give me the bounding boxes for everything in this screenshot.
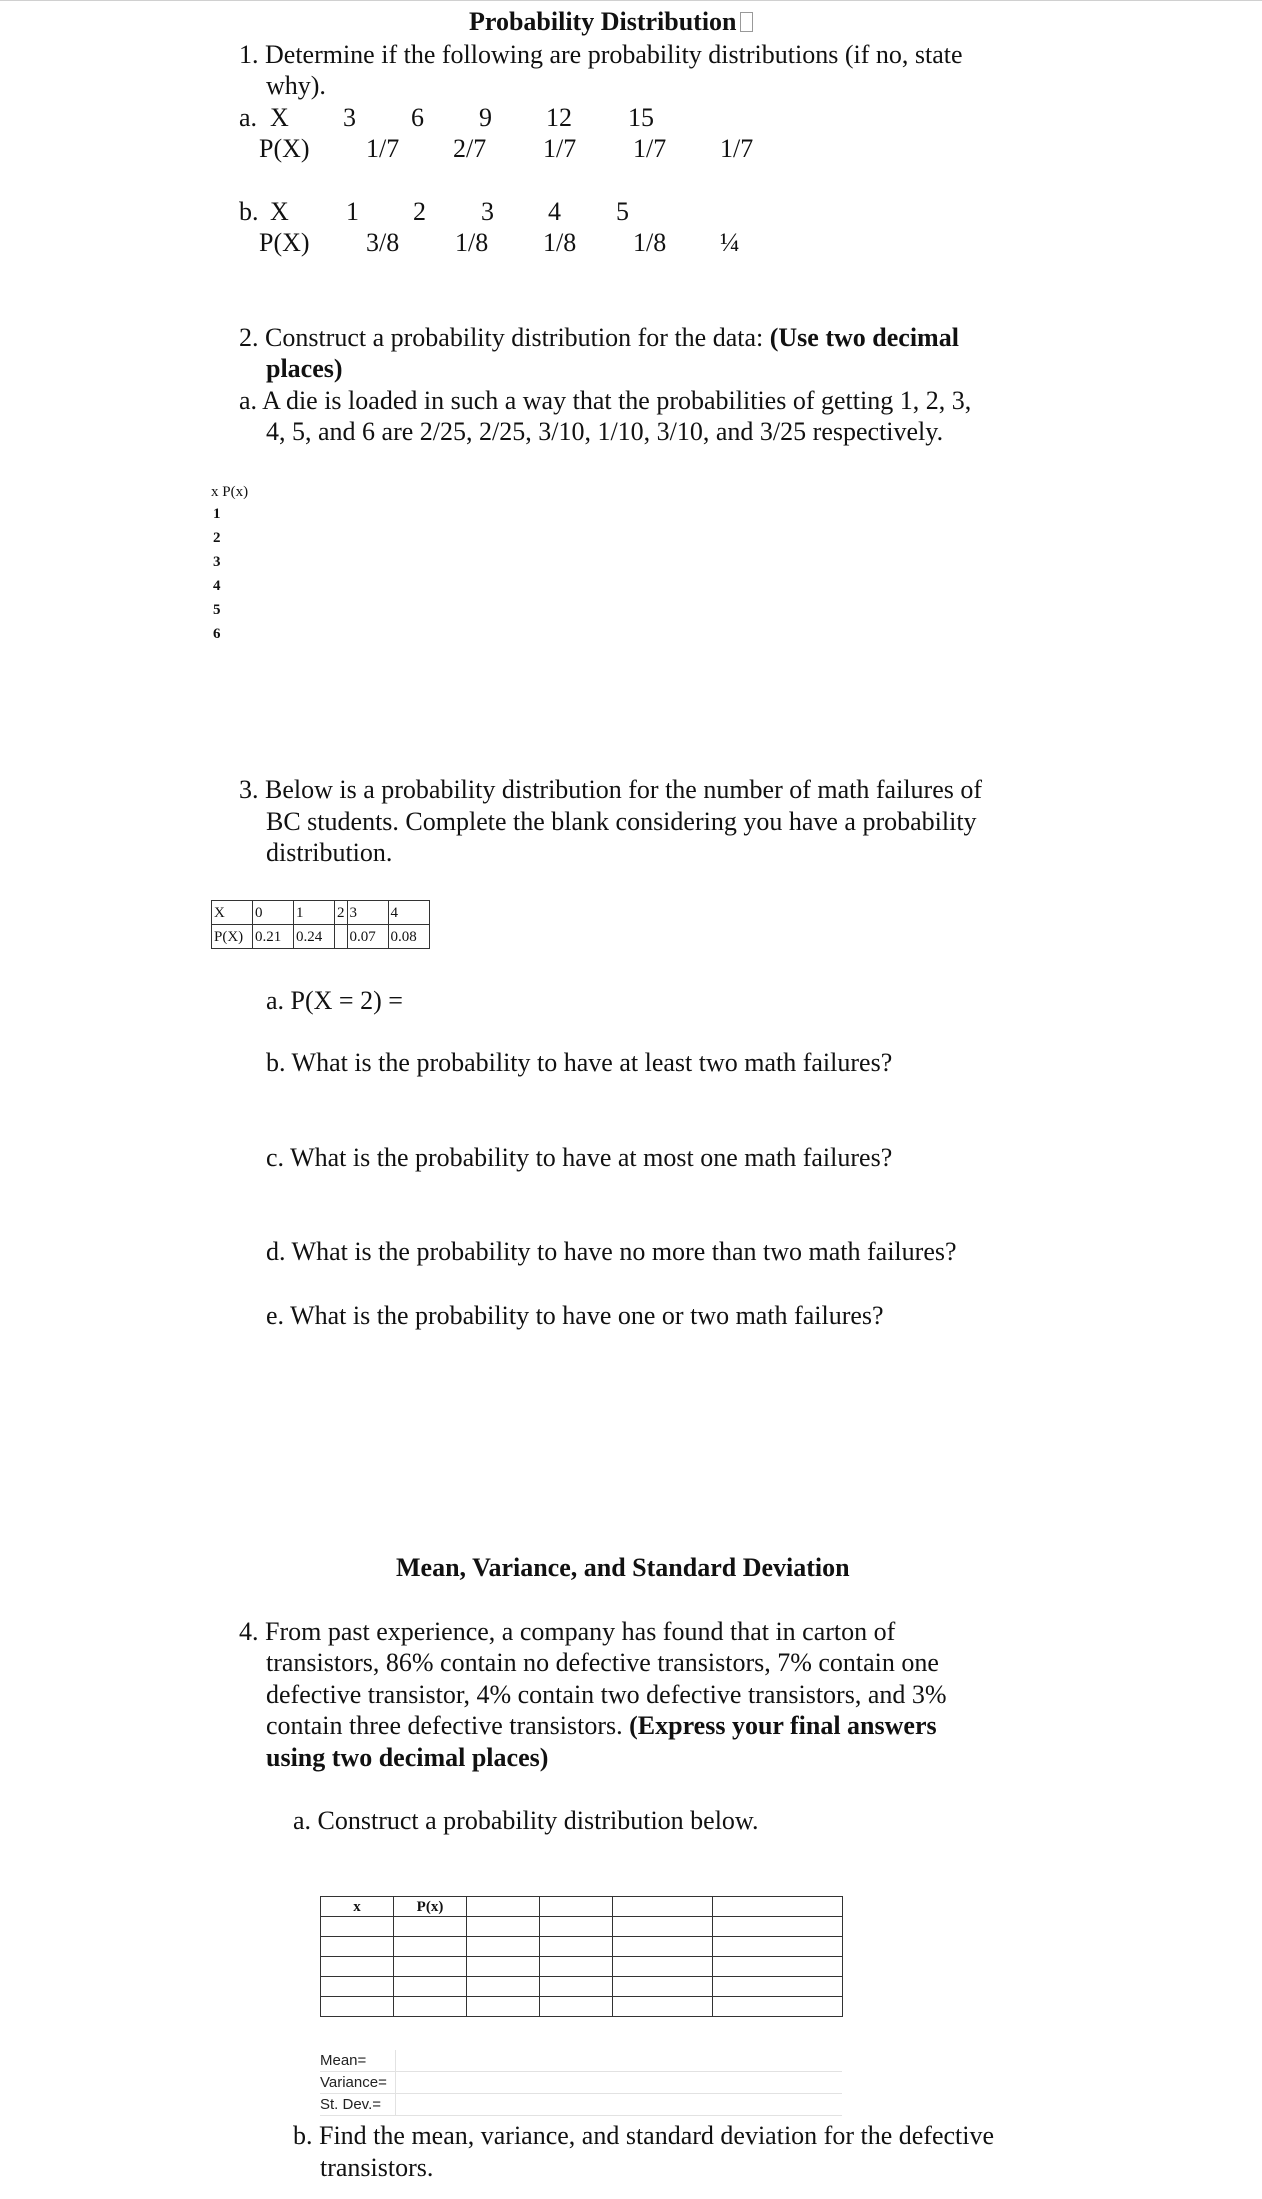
q3a-text: a. P(X = 2) = xyxy=(266,986,403,1015)
grid-cell[interactable] xyxy=(540,1917,613,1937)
q1b-x-value: 5 xyxy=(616,197,629,226)
q1a-x-value: 3 xyxy=(343,103,356,132)
q1a-px-label: P(X) xyxy=(259,134,310,163)
q1b-p-value: 1/8 xyxy=(543,228,577,257)
table-cell: 0 xyxy=(253,901,294,925)
q2-prompt-line1 xyxy=(239,322,959,354)
grid-cell[interactable] xyxy=(394,1917,467,1937)
q1b-p-value: 1/8 xyxy=(455,228,489,257)
q4-prompt-line3: defective transistor, 4% contain two defective transistors, and 3% xyxy=(266,1680,947,1709)
q1a-p-value: 1/7 xyxy=(720,134,754,163)
q2-x-value: 3 xyxy=(213,554,221,570)
grid-cell[interactable] xyxy=(321,1937,394,1957)
q1a-x-value: 9 xyxy=(479,103,492,132)
q4b-line1: b. Find the mean, variance, and standard deviation for the defective xyxy=(293,2121,995,2150)
q1a-label: a. xyxy=(239,103,258,132)
q4-prompt-line2: transistors, 86% contain no defective transistors, 7% contain one xyxy=(266,1648,939,1677)
q2-x-value: 4 xyxy=(213,578,221,594)
table-cell: 0.24 xyxy=(294,925,335,949)
q3-prompt-line3: distribution. xyxy=(266,838,393,867)
stats-block xyxy=(320,2050,842,2116)
grid-row xyxy=(321,1957,843,1977)
table-cell: 4 xyxy=(388,901,429,925)
stdev-answer-cell[interactable] xyxy=(395,2094,842,2115)
grid-cell[interactable] xyxy=(321,1917,394,1937)
q4-prompt-line1: 4. From past experience, a company has found that in carton of xyxy=(239,1617,896,1646)
grid-cell[interactable] xyxy=(713,1957,843,1977)
q4-prompt-line4 xyxy=(266,1710,937,1742)
q1b-p-value: 3/8 xyxy=(366,228,400,257)
grid-cell[interactable] xyxy=(394,1957,467,1977)
q3-prompt-line2: BC students. Complete the blank considering you have a probability xyxy=(266,807,977,836)
grid-cell[interactable] xyxy=(467,1917,540,1937)
grid-cell[interactable] xyxy=(394,1977,467,1997)
grid-cell[interactable] xyxy=(713,1937,843,1957)
grid-header-px: P(x) xyxy=(394,1897,467,1917)
q1a-x-label: X xyxy=(270,103,289,132)
q1a-x-value: 6 xyxy=(411,103,424,132)
section-title: Mean, Variance, and Standard Deviation xyxy=(396,1553,850,1582)
q3e-text: e. What is the probability to have one or two math failures? xyxy=(266,1301,884,1330)
grid-cell[interactable] xyxy=(613,1997,713,2017)
stats-row-mean xyxy=(320,2050,842,2072)
q3c-text: c. What is the probability to have at most one math failures? xyxy=(266,1143,893,1172)
q4-prompt-line5: using two decimal places) xyxy=(266,1743,549,1772)
table-cell: 3 xyxy=(347,901,388,925)
q3-p-row xyxy=(212,925,430,949)
q2-x-value: 2 xyxy=(213,530,221,546)
grid-header-cell xyxy=(467,1897,540,1917)
q1a-x-value: 12 xyxy=(546,103,572,132)
q2-table-header: x P(x) xyxy=(211,484,249,500)
q1a-p-value: 1/7 xyxy=(366,134,400,163)
grid-cell[interactable] xyxy=(540,1957,613,1977)
q4-distribution-grid xyxy=(320,1896,843,2017)
table-cell: 0.21 xyxy=(253,925,294,949)
grid-row xyxy=(321,1937,843,1957)
grid-cell[interactable] xyxy=(467,1997,540,2017)
q1b-x-value: 3 xyxy=(481,197,494,226)
q3-x-row xyxy=(212,901,430,925)
stdev-label: St. Dev.= xyxy=(320,2096,381,2113)
q2-x-value: 1 xyxy=(213,506,221,522)
q3-distribution-table xyxy=(211,900,430,949)
q1a-x-value: 15 xyxy=(628,103,654,132)
q3d-text: d. What is the probability to have no more than two math failures? xyxy=(266,1237,957,1266)
grid-row xyxy=(321,1917,843,1937)
stats-row-variance xyxy=(320,2072,842,2094)
q2a-line2: 4, 5, and 6 are 2/25, 2/25, 3/10, 1/10, 3/10, and 3/25 respectively. xyxy=(266,417,944,446)
grid-cell[interactable] xyxy=(713,1917,843,1937)
q1b-x-label: X xyxy=(270,197,289,226)
grid-row xyxy=(321,1997,843,2017)
grid-cell[interactable] xyxy=(613,1977,713,1997)
top-border xyxy=(0,0,1262,1)
q3b-text: b. What is the probability to have at least two math failures? xyxy=(266,1048,893,1077)
q4b-line2: transistors. xyxy=(320,2153,434,2182)
q1b-x-value: 2 xyxy=(413,197,426,226)
missing-glyph-icon xyxy=(740,12,753,32)
page-title-text: Probability Distribution xyxy=(469,7,737,36)
grid-cell[interactable] xyxy=(467,1937,540,1957)
q2a-line1: a. A die is loaded in such a way that the probabilities of getting 1, 2, 3, xyxy=(239,386,972,415)
grid-header-row xyxy=(321,1897,843,1917)
grid-cell[interactable] xyxy=(467,1977,540,1997)
grid-cell[interactable] xyxy=(467,1957,540,1977)
q2-prompt-line2: places) xyxy=(266,354,343,383)
q4-prompt-plain: contain three defective transistors. xyxy=(266,1711,630,1740)
grid-cell[interactable] xyxy=(540,1977,613,1997)
blank-cell[interactable] xyxy=(335,925,348,949)
grid-cell[interactable] xyxy=(394,1997,467,2017)
stats-row-stdev xyxy=(320,2094,842,2116)
q1a-p-value: 1/7 xyxy=(543,134,577,163)
q2-x-value: 6 xyxy=(213,626,221,642)
q1-prompt-line2: why). xyxy=(266,71,326,100)
q1b-p-value: 1/8 xyxy=(633,228,667,257)
table-cell: 1 xyxy=(294,901,335,925)
grid-header-cell xyxy=(713,1897,843,1917)
mean-answer-cell[interactable] xyxy=(395,2050,842,2071)
q1a-p-value: 1/7 xyxy=(633,134,667,163)
grid-cell[interactable] xyxy=(321,1977,394,1997)
variance-label: Variance= xyxy=(320,2074,387,2091)
grid-cell[interactable] xyxy=(540,1937,613,1957)
q1b-px-label: P(X) xyxy=(259,228,310,257)
grid-header-cell xyxy=(613,1897,713,1917)
grid-cell[interactable] xyxy=(713,1997,843,2017)
q3-prompt-line1: 3. Below is a probability distribution for the number of math failures of xyxy=(239,775,983,804)
grid-cell[interactable] xyxy=(321,1957,394,1977)
variance-answer-cell[interactable] xyxy=(395,2072,842,2093)
grid-cell[interactable] xyxy=(613,1957,713,1977)
q1b-label: b. xyxy=(239,197,259,226)
q4-prompt-bold: (Express your final answers xyxy=(629,1711,937,1740)
mean-label: Mean= xyxy=(320,2052,367,2069)
grid-header-cell xyxy=(540,1897,613,1917)
grid-cell[interactable] xyxy=(613,1937,713,1957)
q1b-x-value: 4 xyxy=(548,197,561,226)
grid-row xyxy=(321,1977,843,1997)
q1a-p-value: 2/7 xyxy=(453,134,487,163)
q2-prompt-plain: 2. Construct a probability distribution for the data: xyxy=(239,323,770,352)
table-cell: 0.07 xyxy=(347,925,388,949)
grid-cell[interactable] xyxy=(394,1937,467,1957)
grid-cell[interactable] xyxy=(540,1997,613,2017)
table-cell: P(X) xyxy=(212,925,253,949)
q2-prompt-bold: (Use two decimal xyxy=(769,323,959,352)
q1b-p-value: ¼ xyxy=(720,228,740,257)
q1-prompt-line1: 1. Determine if the following are probability distributions (if no, state xyxy=(239,40,963,69)
grid-cell[interactable] xyxy=(613,1917,713,1937)
table-cell: X xyxy=(212,901,253,925)
grid-cell[interactable] xyxy=(321,1997,394,2017)
table-cell: 2 xyxy=(335,901,348,925)
q2-x-value: 5 xyxy=(213,602,221,618)
table-cell: 0.08 xyxy=(388,925,429,949)
q1b-x-value: 1 xyxy=(346,197,359,226)
grid-header-x: x xyxy=(321,1897,394,1917)
grid-cell[interactable] xyxy=(713,1977,843,1997)
page-title xyxy=(469,7,753,37)
q4a-text: a. Construct a probability distribution below. xyxy=(293,1806,759,1835)
